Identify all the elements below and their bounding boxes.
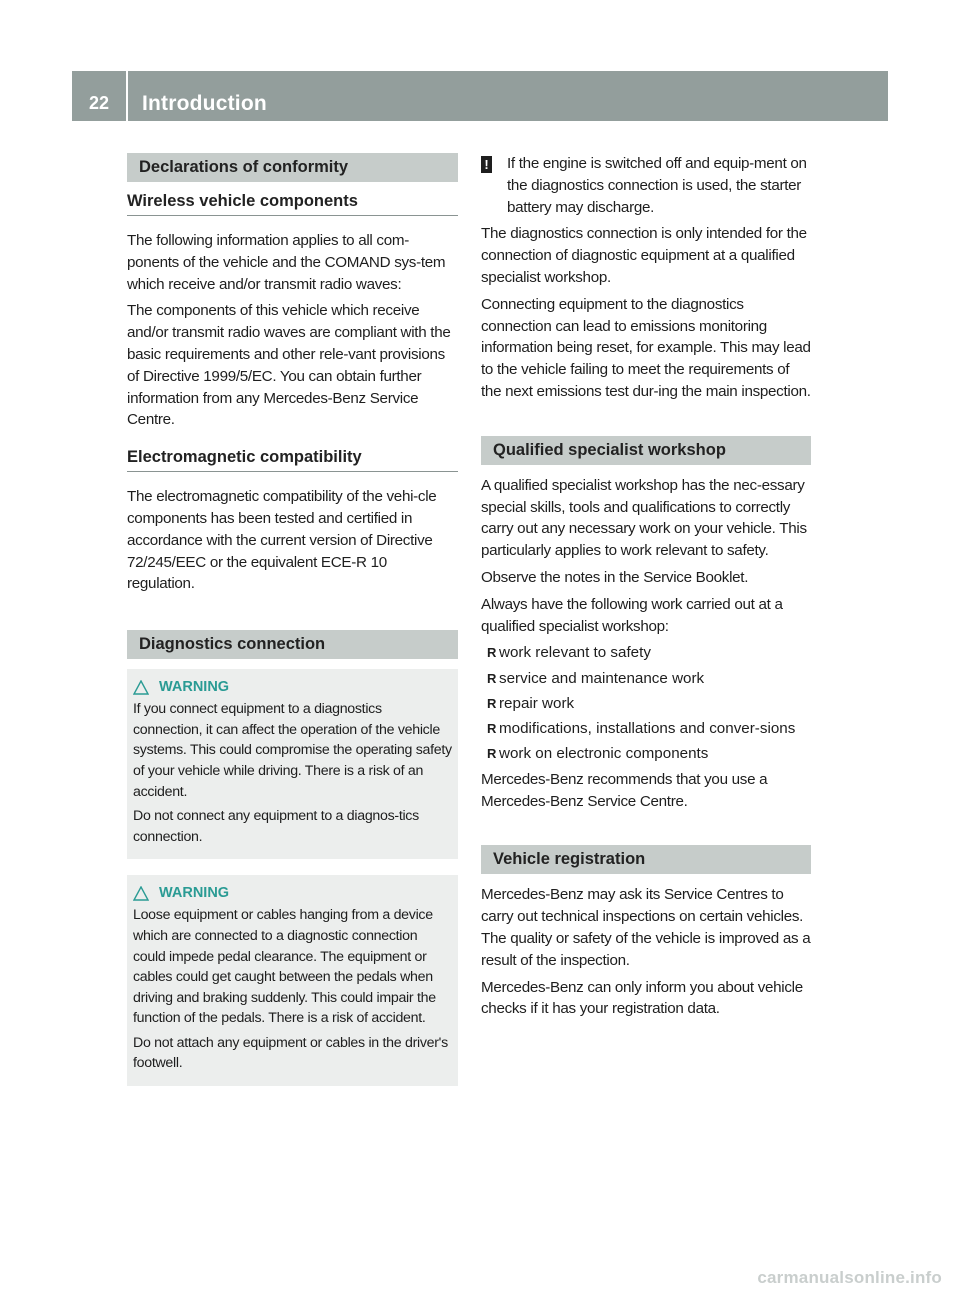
bullet-icon: R (487, 695, 497, 711)
paragraph-wireless-1: The following information applies to all com-ponents of the vehicle and the COMAND sys-tem which receive and/or transmit radio waves: (127, 232, 446, 293)
subheading-wireless: Wireless vehicle components (127, 192, 458, 216)
watermark: carmanualsonline.info (757, 1268, 942, 1287)
paragraph-workshop-3: Always have the following work carried out at a qualified specialist workshop: (481, 595, 783, 635)
paragraph-registration-2: Mercedes-Benz can only inform you about vehicle checks if it has your registration data. (481, 978, 803, 1018)
paragraph-diagnostics-2: Connecting equipment to the diagnostics connection can lead to emissions monitoring information being reset, for example. This may lead to the vehicle failing to meet the requirements of the next emissions test dur-ing the main inspection. (481, 295, 811, 400)
list-item: R repair work (481, 693, 811, 715)
warning-title-1 (133, 675, 452, 699)
list-item: R work on electronic components (481, 743, 811, 765)
bullet-icon: R (487, 645, 497, 661)
warning-triangle-icon (133, 680, 149, 695)
list-item: R service and maintenance work (481, 668, 811, 690)
paragraph-wireless-2: The components of this vehicle which receive and/or transmit radio waves are compliant with the basic requirements and other rele-vant provisions of Directive 1999/5/EC. You can obtain further information from any Mercedes-Benz Service Centre. (127, 302, 451, 429)
paragraph-workshop-4: Mercedes-Benz recommends that you use a Mercedes-Benz Service Centre. (481, 770, 768, 810)
bullet-icon: R (487, 720, 497, 736)
page-number: 22 (72, 71, 128, 121)
warning-1-text-1: If you connect equipment to a diagnostics connection, it can affect the operation of the vehicle systems. This could compromise the operating safety of your vehicle while driving. There is a risk of an accident. (133, 701, 452, 800)
paragraph-emc: The electromagnetic compatibility of the vehi-cle components has been tested and certified in accordance with the current version of Directive 72/245/EEC or the equivalent ECE-R 10 regulation. (127, 488, 437, 593)
warning-2-text-2: Do not attach any equipment or cables in the driver's footwell. (133, 1034, 448, 1072)
exclamation-icon: ! (481, 156, 492, 173)
subheading-emc: Electromagnetic compatibility (127, 448, 458, 472)
left-column (127, 153, 458, 1102)
notice-text: If the engine is switched off and equip-ment on the diagnostics connection is used, the starter battery may discharge. (507, 155, 807, 216)
bullet-icon: R (487, 746, 497, 762)
paragraph-registration-1: Mercedes-Benz may ask its Service Centres to carry out technical inspections on certain vehicles. The quality or safety of the vehicle is improved as a result of the inspection. (481, 886, 811, 969)
list-item: R work relevant to safety (481, 642, 811, 664)
warning-2-text-1: Loose equipment or cables hanging from a device which are connected to a diagnostic connection could impede pedal clearance. The equipment or cables could get caught between the pedals when driving and braking suddenly. This could impair the function of the pedals. There is a risk of accident. (133, 907, 436, 1027)
warning-label-2: WARNING (159, 885, 230, 902)
warning-box-2 (127, 875, 458, 1086)
section-heading-diagnostics: Diagnostics connection (127, 630, 458, 659)
paragraph-diagnostics-1: The diagnostics connection is only intended for the connection of diagnostic equipment at a qualified specialist workshop. (481, 225, 807, 286)
warning-title-2 (133, 881, 452, 905)
right-column (481, 153, 811, 1025)
warning-box-1 (127, 669, 458, 859)
section-heading-workshop: Qualified specialist workshop (481, 436, 811, 465)
page-header (72, 71, 888, 121)
section-heading-registration: Vehicle registration (481, 845, 811, 874)
workshop-list (481, 642, 811, 765)
list-item: R modifications, installations and conver-sions (481, 718, 811, 740)
section-heading-declarations: Declarations of conformity (127, 153, 458, 182)
chapter-title: Introduction (142, 92, 267, 115)
notice-battery (481, 153, 811, 218)
bullet-icon: R (487, 670, 497, 686)
warning-label-1: WARNING (159, 679, 230, 696)
paragraph-workshop-1: A qualified specialist workshop has the nec-essary special skills, tools and qualifications to correctly carry out any necessary work on your vehicle. This particularly applies to work relevant to safety. (481, 476, 807, 560)
paragraph-workshop-2: Observe the notes in the Service Booklet. (481, 568, 749, 586)
warning-1-text-2: Do not connect any equipment to a diagnos-tics connection. (133, 808, 419, 845)
warning-triangle-icon (133, 886, 149, 901)
